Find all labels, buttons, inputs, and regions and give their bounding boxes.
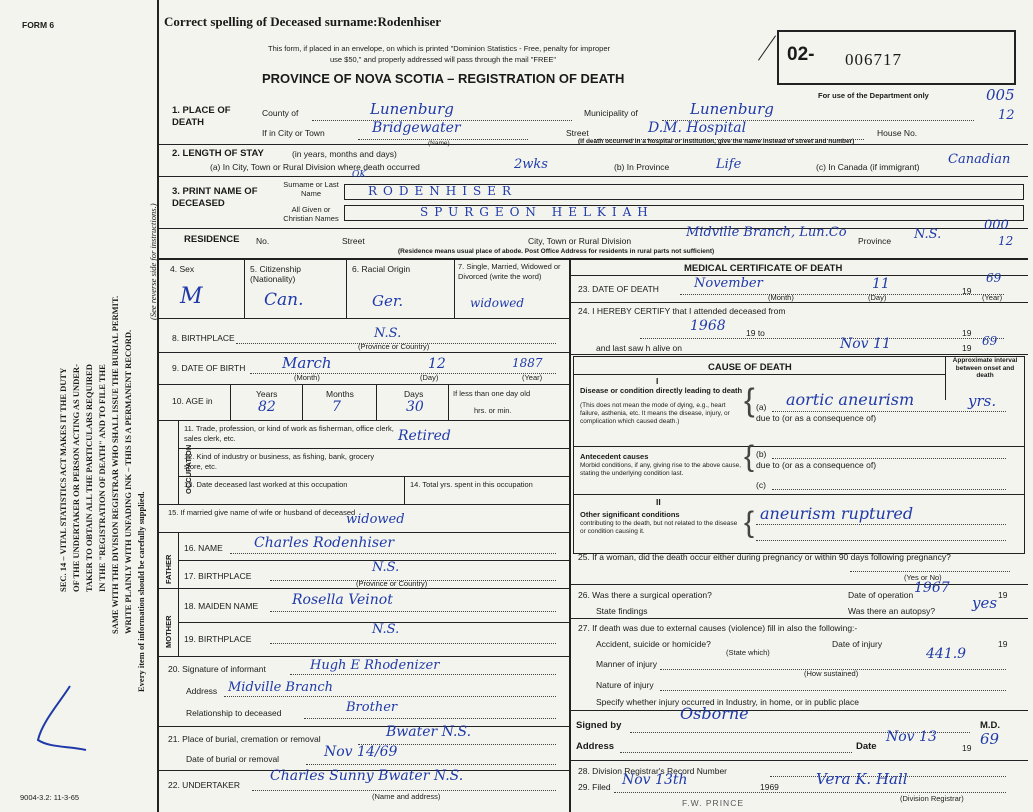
burial-place-value: Bwater N.S. (386, 724, 472, 740)
racial-origin-label: 6. Racial Origin (352, 264, 411, 274)
dob-day: 12 (428, 356, 446, 372)
stay-province-label: (b) In Province (614, 162, 670, 172)
side-text-7: Every item of information should be carefully supplied. (136, 491, 146, 692)
hospital-note: (If death occurred in a hospital or institution, give the name instead of street and number) (578, 138, 855, 145)
signed-by-label: Signed by (576, 720, 622, 731)
department-use-label: For use of the Department only (818, 91, 929, 100)
spouse-value: widowed (346, 512, 405, 527)
burial-date-value: Nov 14/69 (324, 744, 398, 760)
stay-province-value: Life (716, 157, 742, 172)
father-name-label: 16. NAME (184, 543, 223, 553)
date-of-death-day: 11 (872, 276, 890, 292)
industry-label: 12. Kind of industry or business, as fishing, bank, grocery store, etc. (184, 452, 375, 471)
cause-of-death-title: CAUSE OF DEATH (708, 362, 792, 373)
registration-number-box (777, 30, 1016, 85)
dob-month: March (282, 354, 332, 372)
father-birthplace-value: N.S. (372, 560, 400, 575)
last-saw-value: Nov 11 (840, 336, 891, 352)
ok-mark: OK (352, 170, 367, 180)
length-of-stay-sub: (in years, months and days) (292, 149, 397, 159)
date-of-death-month: November (694, 276, 763, 291)
stay-city-value: 2wks (514, 157, 548, 172)
check-mark (758, 35, 776, 60)
residence-city-label: City, Town or Rural Division (528, 236, 632, 246)
undertaker-label: 22. UNDERTAKER (168, 780, 240, 790)
physician-address-label: Address (576, 741, 615, 752)
citizenship-value: Can. (264, 290, 304, 310)
birthplace-value: N.S. (374, 326, 402, 341)
mother-birthplace-label: 19. BIRTHPLACE (184, 634, 252, 644)
length-of-stay-label: 2. LENGTH OF STAY (172, 148, 264, 159)
side-text-3: TAKER TO OBTAIN ALL THE PARTICULARS REQUIRED (84, 364, 94, 592)
marital-value: widowed (470, 296, 525, 310)
undertaker-caption: (Name and address) (372, 792, 441, 801)
father-province-caption: (Province or Country) (356, 579, 428, 588)
form-number: FORM 6 (22, 20, 55, 30)
municipality-value: Lunenburg (690, 100, 774, 118)
form-title: PROVINCE OF NOVA SCOTIA – REGISTRATION OF DEATH (262, 71, 625, 86)
yes-no-caption: (Yes or No) (904, 573, 942, 582)
street-label: Street (566, 128, 589, 138)
record-number-label: 28. Division Registrar's Record Number (578, 766, 728, 776)
attended-to-label: 19 to (746, 328, 765, 338)
divider-3 (158, 228, 1028, 229)
occupation-side-label: OCCUPATION (184, 444, 193, 494)
divider-2 (158, 176, 1028, 177)
other-conditions-value: aneurism ruptured (760, 504, 914, 523)
pregnancy-question: 25. If a woman, did the death occur either during pregnancy or within 90 days following pregnancy? (578, 552, 951, 562)
md-label: M.D. (980, 720, 1001, 731)
initial-mark (30, 682, 90, 754)
house-label: House No. (877, 128, 918, 138)
given-names-label: All Given or Christian Names (283, 205, 339, 223)
age-years-value: 82 (258, 399, 276, 415)
last-worked-label: 13. Date deceased last worked at this occupation (184, 480, 348, 489)
hrs-min-label: hrs. or min. (474, 406, 512, 415)
mother-birthplace-value: N.S. (372, 622, 400, 637)
city-value: Bridgewater (372, 120, 461, 136)
mother-name-label: 18. MAIDEN NAME (184, 601, 259, 611)
relationship-value: Brother (346, 700, 398, 715)
registrar-caption: (Division Registrar) (900, 794, 964, 803)
age-days-value: 30 (406, 399, 424, 415)
birthplace-label: 8. BIRTHPLACE (172, 333, 235, 343)
municipality-label: Municipality of (584, 108, 638, 118)
side-text-8: (See reverse side for instructions.) (148, 203, 158, 320)
birthplace-caption: (Province or Country) (358, 342, 430, 351)
physician-signature: Osborne (680, 704, 749, 723)
stay-canada-value: Canadian (948, 152, 1011, 167)
surgery-date-label: Date of operation (848, 590, 914, 600)
age-label: 10. AGE in (172, 396, 213, 406)
filed-label: 29. Filed (578, 782, 611, 792)
father-birthplace-label: 17. BIRTHPLACE (184, 571, 252, 581)
filed-date-value: Nov 13th (622, 772, 688, 788)
informant-signature: Hugh E Rhodenizer (310, 658, 440, 673)
county-value: Lunenburg (370, 100, 454, 118)
autopsy-value: yes (972, 594, 998, 612)
mother-side-label: MOTHER (164, 615, 173, 648)
signed-date-label: Date (856, 741, 877, 752)
age-days-label: Days (404, 389, 424, 399)
registration-number: 006717 (845, 50, 902, 69)
signed-year-prefix: 19 (962, 743, 972, 753)
due-to-a-label: due to (or as a consequence of) (756, 413, 877, 423)
side-text-5: SAME WITH THE DIVISION REGISTRAR WHO SHALL ISSUE THE BURIAL PERMIT. (110, 295, 120, 634)
dob-day-caption: (Day) (420, 373, 439, 382)
center-divider (569, 258, 571, 812)
envelope-note-2: use $50," and properly addressed will pass through the mail "FREE" (330, 55, 557, 64)
stay-city-label: (a) In City, Town or Rural Division where death occurred (210, 162, 420, 172)
racial-origin-value: Ger. (372, 292, 404, 310)
sex-label: 4. Sex (170, 264, 195, 274)
cause-line-c-label: (c) (756, 480, 766, 490)
side-text-1: SEC. 14 – VITAL STATISTICS ACT MAKES IT THE DUTY (58, 367, 68, 592)
form-code: 9004-3.2: 11-3-65 (20, 793, 80, 802)
last-saw-label: and last saw h alive on (596, 343, 682, 353)
citizenship-label: 5. Citizenship (Nationality) (250, 264, 302, 284)
accident-label: Accident, suicide or homicide? (596, 639, 711, 649)
disease-condition-note: (This does not mean the mode of dying, e.g., heart failure, asthenia, etc. It means the disease, injury, or complication which caused death.) (580, 402, 730, 425)
surgery-year-prefix: 19 (998, 590, 1008, 600)
residence-note: (Residence means usual place of abode. Post Office Address for residents in rural parts not sufficient) (398, 248, 715, 255)
residence-street-label: Street (342, 236, 365, 246)
stay-canada-label: (c) In Canada (if immigrant) (816, 162, 920, 172)
due-to-b-label: due to (or as a consequence of) (756, 460, 877, 470)
less-than-day-label: If less than one day old (453, 389, 531, 398)
disease-condition-label: Disease or condition directly leading to death (580, 386, 743, 395)
residence-province-value: N.S. (914, 227, 942, 242)
manner-of-injury-label: Manner of injury (596, 659, 657, 669)
informant-address: Midville Branch (228, 680, 333, 695)
envelope-note-1: This form, if placed in an envelope, on which is printed "Dominion Statistics - Free, penalty for improper (268, 44, 610, 53)
date-of-death-year-prefix: 19 (962, 286, 972, 296)
side-text-2: OF THE UNDERTAKER OR PERSON ACTING AS UNDER- (71, 364, 81, 592)
other-conditions-label: Other significant conditions (580, 510, 680, 519)
residence-no-label: No. (256, 236, 270, 246)
correct-spelling-note: Correct spelling of Deceased surname:Rodenhiser (164, 14, 442, 29)
given-names-value: SPURGEON HELKIAH (420, 205, 654, 219)
filed-year: 1969 (760, 782, 779, 792)
surname-label: Surname or Last Name (283, 180, 339, 198)
side-text-6: WRITE PLAINLY WITH UNFADING INK – THIS IS A PERMANENT RECORD. (123, 329, 133, 634)
date-of-death-label: 23. DATE OF DEATH (578, 284, 659, 294)
city-label: If in City or Town (262, 128, 325, 138)
age-months-label: Months (326, 389, 354, 399)
surgery-question: 26. Was there a surgical operation? (578, 590, 712, 600)
side-text-4: IN THE "REGISTRATION OF DEATH" AND TO FILE THE (97, 364, 107, 592)
street-value: D.M. Hospital (648, 120, 747, 136)
age-years-label: Years (256, 389, 278, 399)
state-findings-label: State findings (596, 606, 648, 616)
residence-province-label: Province (858, 236, 892, 246)
dob-year: 1887 (512, 356, 543, 370)
dob-year-caption: (Year) (522, 373, 543, 382)
father-side-label: FATHER (164, 554, 173, 584)
dod-month-caption: (Month) (768, 293, 794, 302)
registration-prefix: 02- (787, 44, 815, 65)
cause-a-interval: yrs. (968, 392, 997, 410)
burial-place-label: 21. Place of burial, cremation or removal (168, 734, 321, 744)
marital-label: 7. Single, Married, Widowed or Divorced (write the word) (458, 262, 561, 281)
total-years-label: 14. Total yrs. spent in this occupation (410, 480, 533, 489)
father-name-value: Charles Rodenhiser (254, 535, 395, 551)
antecedent-note: Morbid conditions, if any, giving rise to the above cause, stating the underlying condition last. (580, 462, 742, 477)
surname-value: RODENHISER (368, 184, 517, 198)
signed-year: 69 (980, 730, 1000, 748)
residence-code-2: 12 (998, 234, 1014, 248)
last-saw-year-prefix: 19 (962, 343, 972, 353)
state-which-caption: (State which) (726, 648, 770, 657)
signed-date-value: Nov 13 (886, 729, 937, 745)
date-of-injury-label: Date of injury (832, 639, 883, 649)
roman-numeral-2: II (656, 497, 661, 507)
date-of-death-year: 69 (986, 271, 1002, 285)
department-code-1: 005 (986, 86, 1015, 104)
relationship-label: Relationship to deceased (186, 708, 282, 718)
residence-city-value: Midville Branch, Lun.Co (686, 225, 847, 240)
mother-name-value: Rosella Veinot (292, 592, 393, 608)
residence-code-1: 000 (984, 218, 1009, 233)
burial-date-label: Date of burial or removal (186, 754, 280, 764)
roman-numeral-1: I (656, 376, 659, 386)
department-code-2: 12 (998, 108, 1015, 123)
attended-from-value: 1968 (690, 318, 726, 334)
nature-of-injury-label: Nature of injury (596, 680, 654, 690)
approx-interval-label: Approximate interval between onset and death (952, 357, 1018, 379)
surgery-date-value: 1967 (914, 580, 950, 596)
certify-label: 24. I HEREBY CERTIFY that I attended deceased from (578, 306, 786, 316)
specify-injury-label: Specify whether injury occurred in Industry, in home, or in public place (596, 697, 859, 707)
other-conditions-note: contributing to the death, but not related to the disease or condition causing it. (580, 520, 738, 535)
medical-certificate-title: MEDICAL CERTIFICATE OF DEATH (684, 263, 843, 274)
registrar-stamp: F.W. PRINCE (682, 798, 745, 808)
dod-day-caption: (Day) (868, 293, 887, 302)
trade-value: Retired (398, 428, 451, 444)
sex-value: M (180, 284, 203, 309)
dod-year-caption: (Year) (982, 293, 1003, 302)
place-of-death-label: 1. PLACE OF DEATH (172, 105, 231, 128)
autopsy-label: Was there an autopsy? (848, 606, 936, 616)
trade-label: 11. Trade, profession, or kind of work as fisherman, office clerk, sales clerk, etc. (184, 424, 394, 443)
frame-left-line (157, 0, 159, 812)
disease-code: 441.9 (926, 646, 967, 662)
county-label: County of (262, 108, 299, 118)
divider-4 (158, 258, 1028, 260)
age-months-value: 7 (332, 399, 341, 415)
spouse-label: 15. If married give name of wife or husband of deceased (168, 508, 356, 517)
injury-year-prefix: 19 (998, 639, 1008, 649)
informant-address-label: Address (186, 686, 218, 696)
dob-label: 9. DATE OF BIRTH (172, 363, 246, 373)
print-name-label: 3. PRINT NAME OF DECEASED (172, 186, 258, 209)
antecedent-label: Antecedent causes (580, 452, 649, 461)
attended-to-year-prefix: 19 (962, 328, 972, 338)
external-causes-label: 27. If death was due to external causes (violence) fill in also the following:- (578, 623, 858, 633)
undertaker-value: Charles Sunny Bwater N.S. (270, 768, 464, 784)
cause-line-a-label: (a) (756, 402, 767, 412)
last-saw-year: 69 (982, 334, 998, 348)
residence-label: RESIDENCE (184, 234, 240, 245)
name-caption: (Name) (428, 140, 450, 147)
dob-month-caption: (Month) (294, 373, 320, 382)
cause-line-b-label: (b) (756, 449, 767, 459)
cause-a-value: aortic aneurism (786, 390, 915, 409)
how-sustained-caption: (How sustained) (804, 669, 859, 678)
informant-signature-label: 20. Signature of informant (168, 664, 266, 674)
registrar-signature: Vera K. Hall (816, 770, 908, 788)
